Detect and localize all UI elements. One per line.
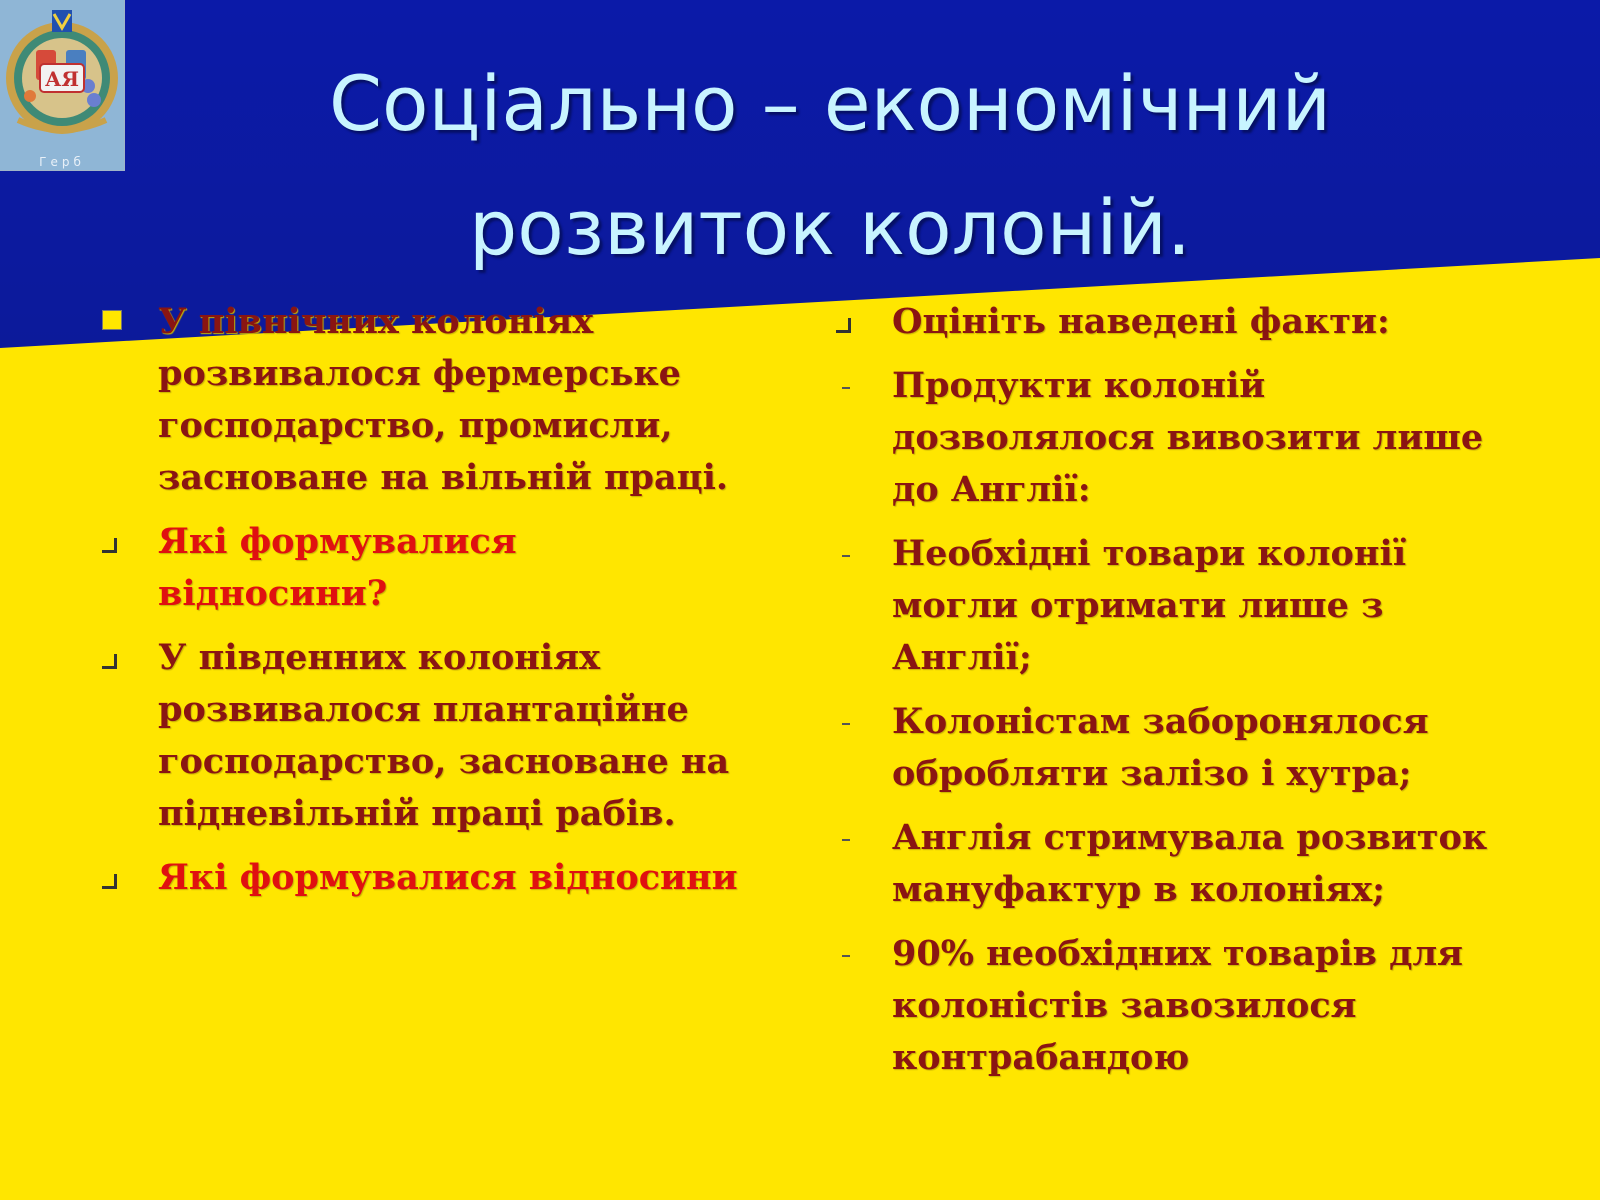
question-text: Які формувалися відносини [158, 857, 738, 898]
coat-of-arms-image [0, 0, 125, 171]
hollow-bullet-icon [102, 516, 132, 568]
left-bullet-item [98, 632, 758, 840]
bullet-text: 90% необхідних товарів для колоністів завозилося контрабандою [892, 933, 1464, 1078]
bullet-text: Продукти колоній дозволялося вивозити лише до Англії: [892, 365, 1484, 510]
left-bullet-item [98, 296, 758, 504]
bullet-text: Англія стримувала розвиток мануфактур в колоніях; [892, 817, 1488, 910]
bullet-text: У північних колоніях розвивалося фермерське господарство, промисли, засноване на вільній праці. [158, 301, 729, 498]
dash-bullet-icon [836, 360, 866, 412]
question-text: Які формувалися відносини? [158, 521, 517, 614]
left-column [98, 296, 758, 916]
dash-bullet-icon [836, 812, 866, 864]
right-bullet-item [832, 696, 1492, 800]
hollow-bullet-icon [836, 296, 866, 348]
right-column [832, 296, 1492, 1096]
right-bullet-item [832, 812, 1492, 916]
bullet-text: У південних колоніях розвивалося плантаційне господарство, засноване на підневільній праці рабів. [158, 637, 730, 834]
hollow-bullet-icon [102, 632, 132, 684]
slide-title: Соціально – економічний розвиток колоній. [328, 59, 1332, 272]
left-bullet-item [98, 516, 758, 620]
dash-bullet-icon [836, 928, 866, 980]
hollow-bullet-icon [102, 852, 132, 904]
dash-bullet-icon [836, 696, 866, 748]
coat-of-arms-icon [0, 0, 124, 170]
emblem-caption: Герб [39, 155, 85, 169]
right-bullet-item [832, 360, 1492, 516]
bullet-text: Необхідні товари колонії могли отримати лише з Англії; [892, 533, 1407, 678]
dash-bullet-icon [836, 528, 866, 580]
bullet-text: Колоністам заборонялося обробляти залізо і хутра; [892, 701, 1429, 794]
emblem-letters: АЯ [45, 67, 79, 91]
right-bullet-item [832, 928, 1492, 1084]
square-bullet-icon [102, 296, 132, 348]
right-bullet-item [832, 296, 1492, 348]
left-bullet-item [98, 852, 758, 904]
bullet-text: Оцініть наведені факти: [892, 301, 1390, 342]
right-bullet-item [832, 528, 1492, 684]
